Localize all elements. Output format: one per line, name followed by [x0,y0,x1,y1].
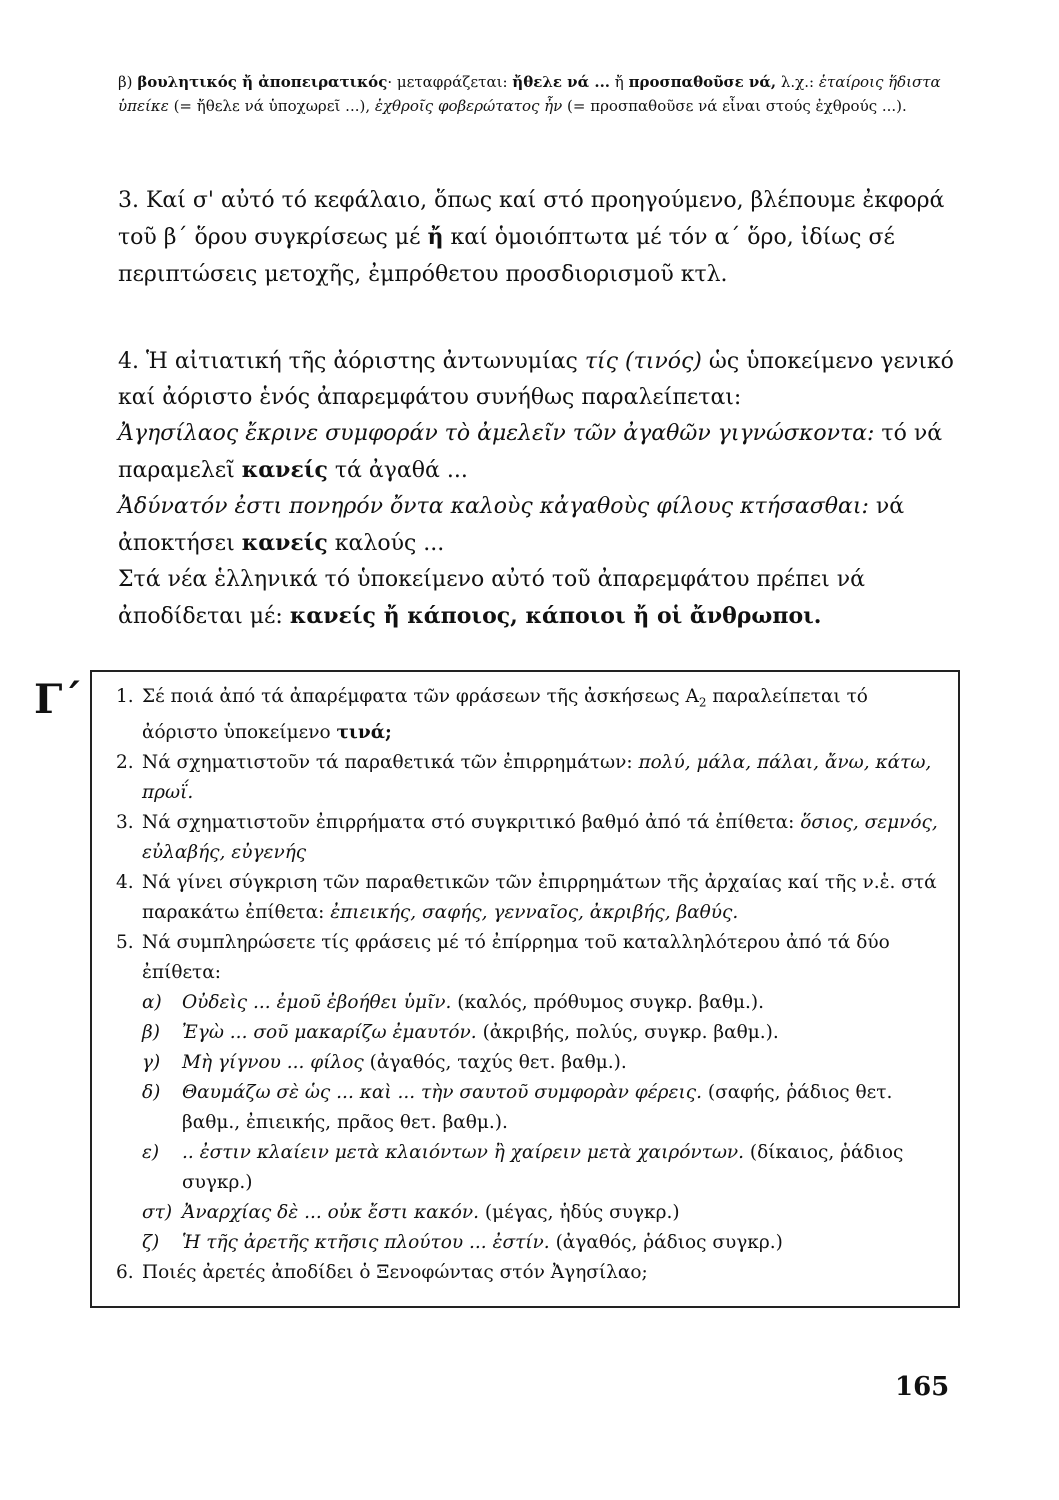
section-gamma-label: Γ΄ [34,676,83,723]
subitem-greek: Οὐδεὶς ... ἐμοῦ ἐβοήθει ὑμῖν. [182,991,452,1013]
beta-title: βουλητικός ἤ ἀποπειρατικός [137,73,388,91]
exercise-5-subitem [116,988,946,1018]
exercise-list [116,682,946,1288]
note-text: Στά νέα ἑλληνικά τό ὑποκείμενο αὐτό τοῦ ἀπαρεμφάτου πρέπει νά ἀποδίδεται μέ: [118,567,866,629]
beta-label: β) [118,73,133,91]
subitem-hint: (δίκαιος, ῥάδιος συγκρ.) [182,1141,904,1193]
section-3 [118,182,978,293]
exercise-3-words: ὅσιος, σεμνός, εὐλαβής, εὐγενής [142,811,938,863]
section-4-text-b: ὡς ὑποκείμενο γενικό καί ἀόριστο ἑνός ἀπαρεμφάτου συνήθως παραλείπεται: [118,349,954,410]
beta-or: ἤ [610,73,629,91]
example-2-translation-a: νά ἀποκτήσει [118,494,905,556]
beta-example-2: ἐχθροῖς φοβερώτατος ἦν [374,97,563,115]
subitem-text [182,1048,946,1078]
example-1-translation-c: τά ἀγαθά ... [327,458,468,483]
section-4-example-1 [118,416,978,489]
section-4-note [118,562,978,635]
section-4-number: 4. [118,349,139,374]
exercise-5-subitem [116,1228,946,1258]
beta-intro: · μεταφράζεται: [387,73,513,91]
exercise-1-bold: τινά; [336,721,392,743]
example-1-greek: Ἀγησίλαος ἔκρινε συμφοράν τὸ ἀμελεῖν τῶν ἀγαθῶν γιγνώσκοντα: [118,421,875,446]
exercise-text [142,682,946,748]
subitem-text [182,1138,946,1198]
section-3-bold: ἤ [427,224,444,250]
exercise-4-words: ἐπιεικής, σαφής, γενναῖος, ἀκριβής, βαθύς. [330,901,739,923]
section-4-text-a: Ἡ αἰτιατική τῆς ἀόριστης ἀντωνυμίας [139,349,585,374]
section-4-example-2 [118,489,978,562]
beta-bold-2: προσπαθοῦσε νά, [628,73,777,91]
example-2-translation-c: καλούς ... [327,531,445,556]
exercise-5 [116,928,946,988]
subitem-greek: Ἐγὼ ... σοῦ μακαρίζω ἐμαυτόν. [182,1021,477,1043]
subitem-hint: (καλός, πρόθυμος συγκρ. βαθμ.). [451,991,764,1013]
subitem-letter: δ) [142,1081,161,1103]
subitem-text [182,1198,946,1228]
exercise-text [142,748,946,808]
beta-gloss-2: (= προσπαθοῦσε νά εἶναι στούς ἐχθρούς ...). [562,97,907,115]
beta-kx: λ.χ.: [776,73,815,91]
exercise-2-words: πολύ, μάλα, πάλαι, ἄνω, κάτω, πρωΐ. [142,751,932,803]
exercise-2 [116,748,946,808]
subitem-greek: Μὴ γίγνου ... φίλος [182,1051,364,1073]
page-number: 165 [895,1372,950,1402]
subitem-letter: β) [142,1021,160,1043]
example-2-translation-bold: κανείς [241,530,328,556]
subitem-hint: (μέγας, ἡδύς συγκρ.) [479,1201,680,1223]
exercise-5-subitem [116,1018,946,1048]
example-1-translation-a: τό νά παραμελεῖ [118,421,943,483]
exercise-text: Νά συμπληρώσετε τίς φράσεις μέ τό ἐπίρρημα τοῦ καταλληλότερου ἀπό τά δύο ἐπίθετα: [142,931,890,983]
exercise-number: 6. [116,1261,134,1283]
exercise-box [90,670,960,1308]
exercise-5-subitem [116,1078,946,1138]
subitem-letter: στ) [142,1201,173,1223]
section-3-text-a: Καί σ' αὐτό τό κεφάλαιο, ὅπως καί στό προηγούμενο, βλέπουμε ἐκφορά τοῦ β΄ ὅρου συγκρίσεως μέ [118,188,945,250]
exercise-number: 3. [116,811,134,833]
exercise-5-subitems [116,988,946,1258]
exercise-4-text: Νά γίνει σύγκριση τῶν παραθετικῶν τῶν ἐπιρρημάτων τῆς ἀρχαίας καί τῆς ν.ἑ. στά παρακάτω ἐπίθετα: [142,871,937,923]
section-3-text-b: καί ὁμοιόπτωτα μέ τόν α΄ ὅρο, ἰδίως σέ περιπτώσεις μετοχῆς, ἐμπρόθετου προσδιορισμοῦ κτλ. [118,225,895,287]
section-3-number: 3. [118,188,139,213]
subitem-greek: .. ἐστιν κλαίειν μετὰ κλαιόντων ἢ χαίρειν μετὰ χαιρόντων. [182,1141,745,1163]
exercise-text [142,868,946,928]
subitem-hint: (ἀγαθός, ῥάδιος συγκρ.) [549,1231,783,1253]
subitem-text [182,1018,946,1048]
exercise-number: 2. [116,751,134,773]
exercise-3-text: Νά σχηματιστοῦν ἐπιρρήματα στό συγκριτικό βαθμό ἀπό τά ἐπίθετα: [142,811,801,833]
subitem-letter: α) [142,991,162,1013]
subitem-greek: Ἡ τῆς ἀρετῆς κτῆσις πλούτου ... ἐστίν. [182,1231,550,1253]
exercise-5-subitem [116,1138,946,1198]
exercise-number: 1. [116,686,134,707]
section-4-pronoun: τίς (τινός) [584,349,702,374]
note-bold: κανείς ἤ κάποιος, κάποιοι ἤ οἱ ἄνθρωποι. [289,603,822,629]
exercise-text: Ποιές ἀρετές ἀποδίδει ὁ Ξενοφώντας στόν Ἀγησίλαο; [142,1261,648,1283]
exercise-1-text-a: Σέ ποιά ἀπό τά ἀπαρέμφατα τῶν φράσεων τῆς ἀσκήσεως A [142,686,699,707]
exercise-5-subitem [116,1198,946,1228]
exercise-5-subitem [116,1048,946,1078]
exercise-4 [116,868,946,928]
exercise-number: 5. [116,931,134,953]
exercise-3 [116,808,946,868]
exercise-1-text-b: παραλείπεται τό ἀόριστο ὑποκείμενο [142,686,868,743]
subitem-letter: ε) [142,1141,160,1163]
subitem-text [182,988,946,1018]
subitem-letter: ζ) [142,1231,160,1253]
beta-bold-1: ἤθελε νά ... [512,73,611,91]
beta-example-1: ἑταίροις ἥδιστα ὑπείκε [118,73,941,115]
subitem-greek: Θαυμάζω σὲ ὡς ... καὶ ... τὴν σαυτοῦ συμφορὰν φέρεις. [182,1081,702,1103]
exercise-6 [116,1258,946,1288]
subitem-text [182,1228,946,1258]
subitem-letter: γ) [142,1051,161,1073]
subitem-greek: Ἀναρχίας δὲ ... οὐκ ἔστι κακόν. [182,1201,479,1223]
example-2-greek: Ἀδύνατόν ἐστι πονηρόν ὄντα καλοὺς κἀγαθοὺς φίλους κτήσασθαι: [118,494,869,519]
section-beta [118,70,968,118]
subitem-hint: (ἀκριβής, πολύς, συγκρ. βαθμ.). [476,1021,779,1043]
section-4 [118,344,978,635]
exercise-1 [116,682,946,748]
subitem-hint: (σαφής, ῥάδιος θετ. βαθμ., ἐπιεικής, πρᾶος θετ. βαθμ.). [182,1081,893,1133]
section-4-intro [118,344,978,416]
exercise-text [142,808,946,868]
exercise-number: 4. [116,871,134,893]
exercise-1-subscript: 2 [698,695,707,710]
exercise-2-text: Νά σχηματιστοῦν τά παραθετικά τῶν ἐπιρρημάτων: [142,751,639,773]
subitem-hint: (ἀγαθός, ταχύς θετ. βαθμ.). [363,1051,627,1073]
subitem-text [182,1078,946,1138]
example-1-translation-bold: κανείς [241,457,328,483]
beta-gloss-1: (= ἤθελε νά ὑποχωρεῖ ...), [168,97,375,115]
